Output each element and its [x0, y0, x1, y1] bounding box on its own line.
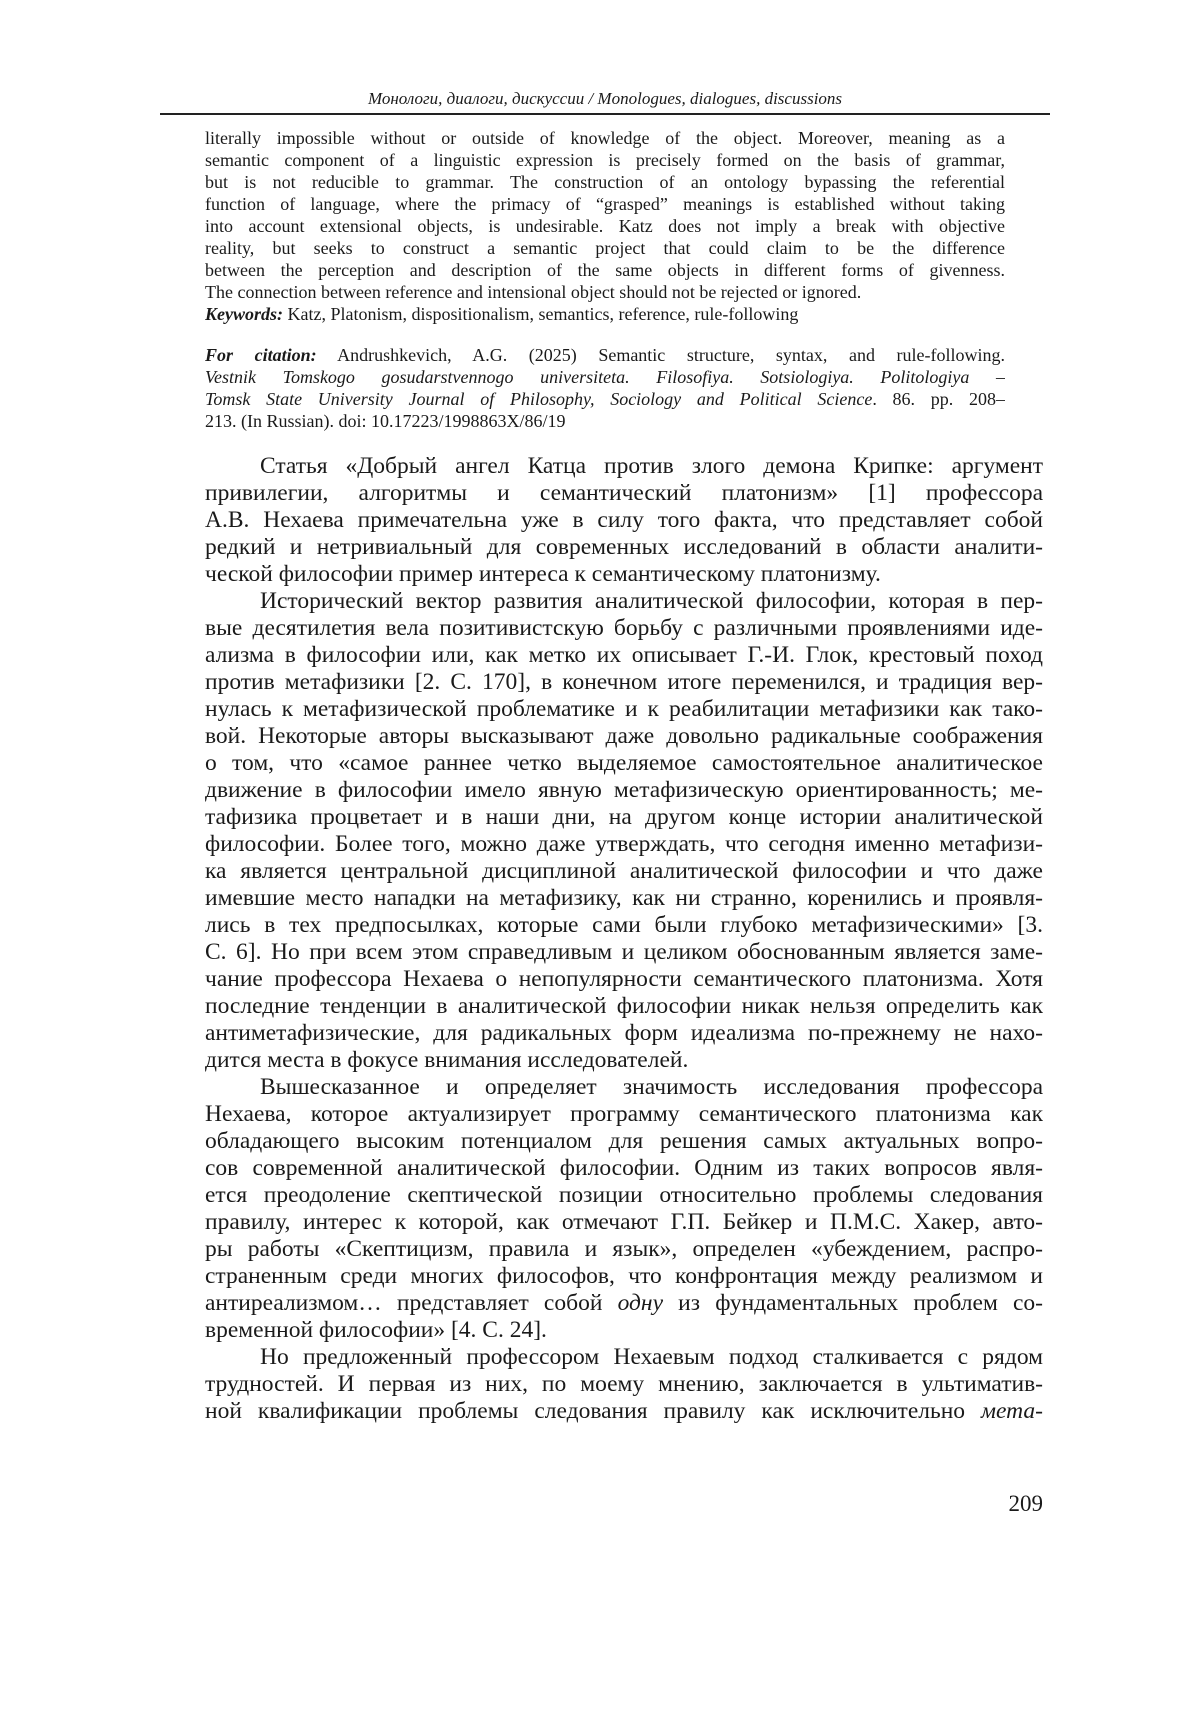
body-text [205, 453, 1043, 1425]
text-line [205, 388, 1005, 410]
page-number: 209 [1008, 1491, 1043, 1516]
text-line: ализма в философии или, как метко их описывает Г.-И. Глок, крестовый поход [205, 642, 1043, 668]
text-line: Нехаева, которое актуализирует программу семантического платонизма как [205, 1101, 1043, 1127]
text-line: literally impossible without or outside of knowledge of the object. Moreover, meaning as a [205, 128, 1005, 148]
text-line [205, 1344, 1043, 1371]
citation [205, 344, 1005, 432]
text-line [205, 1317, 1043, 1344]
text-line: reality, but seeks to construct a semantic project that could claim to be the difference [205, 238, 1005, 258]
text-span: 213. (In Russian). doi: 10.17223/1998863X/86/19 [205, 411, 566, 431]
text-span: Но предложенный профессором Нехаевым подход сталкивается с рядом [260, 1344, 1043, 1370]
text-line [205, 561, 1043, 588]
text-line: имевшие место нападки на метафизику, как ни странно, коренились и проявля- [205, 885, 1043, 911]
text-line: semantic component of a linguistic expression is precisely formed on the basis of grammar, [205, 150, 1005, 170]
text-line [205, 366, 1005, 388]
text-span: Статья «Добрый ангел Катца против злого демона Крипке: аргумент [260, 453, 1043, 479]
text-span: . 86. pp. 208– [872, 389, 1005, 409]
text-span: Andrushkevich, A.G. (2025) Semantic structure, syntax, and rule-following. [316, 345, 1005, 365]
text-span: Vestnik Tomskogo gosudarstvennogo universiteta. Filosofiya. Sotsiologiya. Politologiya – [205, 367, 1005, 387]
text-line [205, 453, 1043, 480]
text-span: ной квалификации проблемы следования правилу как исключительно [205, 1398, 982, 1424]
text-span: Исторический вектор развития аналитической философии, которая в пер- [260, 588, 1043, 614]
text-line: философии. Более того, можно даже утверждать, что сегодня именно метафизи- [205, 831, 1043, 857]
text-line: трудностей. И первая из них, по моему мнению, заключается в ультиматив- [205, 1371, 1043, 1397]
text-line [205, 588, 1043, 615]
text-line: привилегии, алгоритмы и семантический платонизм» [1] профессора [205, 480, 1043, 506]
text-line: антиметафизические, для радикальных форм идеализма по-прежнему не нахо- [205, 1020, 1043, 1046]
text-line: о том, что «самое раннее четко выделяемое самостоятельное аналитическое [205, 750, 1043, 776]
text-line: between the perception and description of the same objects in different forms of givenness. [205, 260, 1005, 280]
header-rule [160, 113, 1050, 115]
text-line: into account extensional objects, is undesirable. Katz does not imply a break with objective [205, 216, 1005, 236]
text-line [205, 281, 1005, 303]
text-span: антиреализмом… представляет собой [205, 1290, 618, 1316]
running-header: Монологи, диалоги, дискуссии / Monologues, dialogues, discussions [367, 89, 843, 108]
text-line [205, 1398, 1043, 1425]
text-line: вые десятилетия вела позитивистскую борьбу с различными проявлениями иде- [205, 615, 1043, 641]
text-line: движение в философии имело явную метафизическую ориентированность; ме- [205, 777, 1043, 803]
text-line [205, 1290, 1043, 1317]
text-line: редкий и нетривиальный для современных исследований в области аналити- [205, 534, 1043, 560]
text-line: вой. Некоторые авторы высказывают даже довольно радикальные соображения [205, 723, 1043, 749]
text-line: последние тенденции в аналитической философии никак нельзя определить как [205, 993, 1043, 1019]
text-line: ры работы «Скептицизм, правила и язык», определен «убеждением, распро- [205, 1236, 1043, 1262]
label-text: Keywords: [205, 304, 283, 324]
text-line: чание профессора Нехаева о непопулярности семантического платонизма. Хотя [205, 966, 1043, 992]
text-line: тафизика процветает и в наши дни, на другом конце истории аналитической [205, 804, 1043, 830]
text-span: дится места в фокусе внимания исследователей. [205, 1047, 689, 1073]
text-span: Tomsk State University Journal of Philosophy, Sociology and Political Science [205, 389, 873, 409]
text-line [205, 1047, 1043, 1074]
text-span: временной философии» [4. С. 24]. [205, 1317, 547, 1343]
text-span: Вышесказанное и определяет значимость исследования профессора [260, 1074, 1043, 1100]
text-line: but is not reducible to grammar. The construction of an ontology bypassing the referential [205, 172, 1005, 192]
text-line: С. 6]. Но при всем этом справедливым и целиком обоснованным является заме- [205, 939, 1043, 965]
text-line: ется преодоление скептической позиции относительно проблемы следования [205, 1182, 1043, 1208]
text-line: сов современной аналитической философии. Одним из таких вопросов явля- [205, 1155, 1043, 1181]
text-line [205, 303, 1005, 325]
label-text: For citation: [205, 345, 317, 365]
text-span: из фундаментальных проблем со- [663, 1290, 1043, 1316]
text-line: лись в тех предпосылках, которые сами были глубоко метафизическими» [3. [205, 912, 1043, 938]
text-line: function of language, where the primacy of “grasped” meanings is established without taking [205, 194, 1005, 214]
text-span: ческой философии пример интереса к семантическому платонизму. [205, 561, 881, 587]
text-line: ка является центральной дисциплиной аналитической философии и что даже [205, 858, 1043, 884]
abstract [205, 127, 1005, 325]
text-line: нулась к метафизической проблематике и к реабилитации метафизики как тако- [205, 696, 1043, 722]
text-line: против метафизики [2. С. 170], в конечном итоге переменился, и традиция вер- [205, 669, 1043, 695]
text-span: одну [617, 1290, 663, 1316]
text-line: обладающего высоким потенциалом для решения самых актуальных вопро- [205, 1128, 1043, 1154]
text-line [205, 1074, 1043, 1101]
text-line: страненным среди многих философов, что конфронтация между реализмом и [205, 1263, 1043, 1289]
text-line [205, 344, 1005, 366]
text-span: мета- [981, 1398, 1043, 1424]
text-span: The connection between reference and intensional object should not be rejected or ignored. [205, 282, 862, 302]
text-line: правилу, интерес к которой, как отмечают Г.П. Бейкер и П.М.С. Хакер, авто- [205, 1209, 1043, 1235]
text-span: Katz, Platonism, dispositionalism, semantics, reference, rule-following [283, 304, 799, 324]
text-line: А.В. Нехаева примечательна уже в силу того факта, что представляет собой [205, 507, 1043, 533]
text-line [205, 410, 1005, 432]
